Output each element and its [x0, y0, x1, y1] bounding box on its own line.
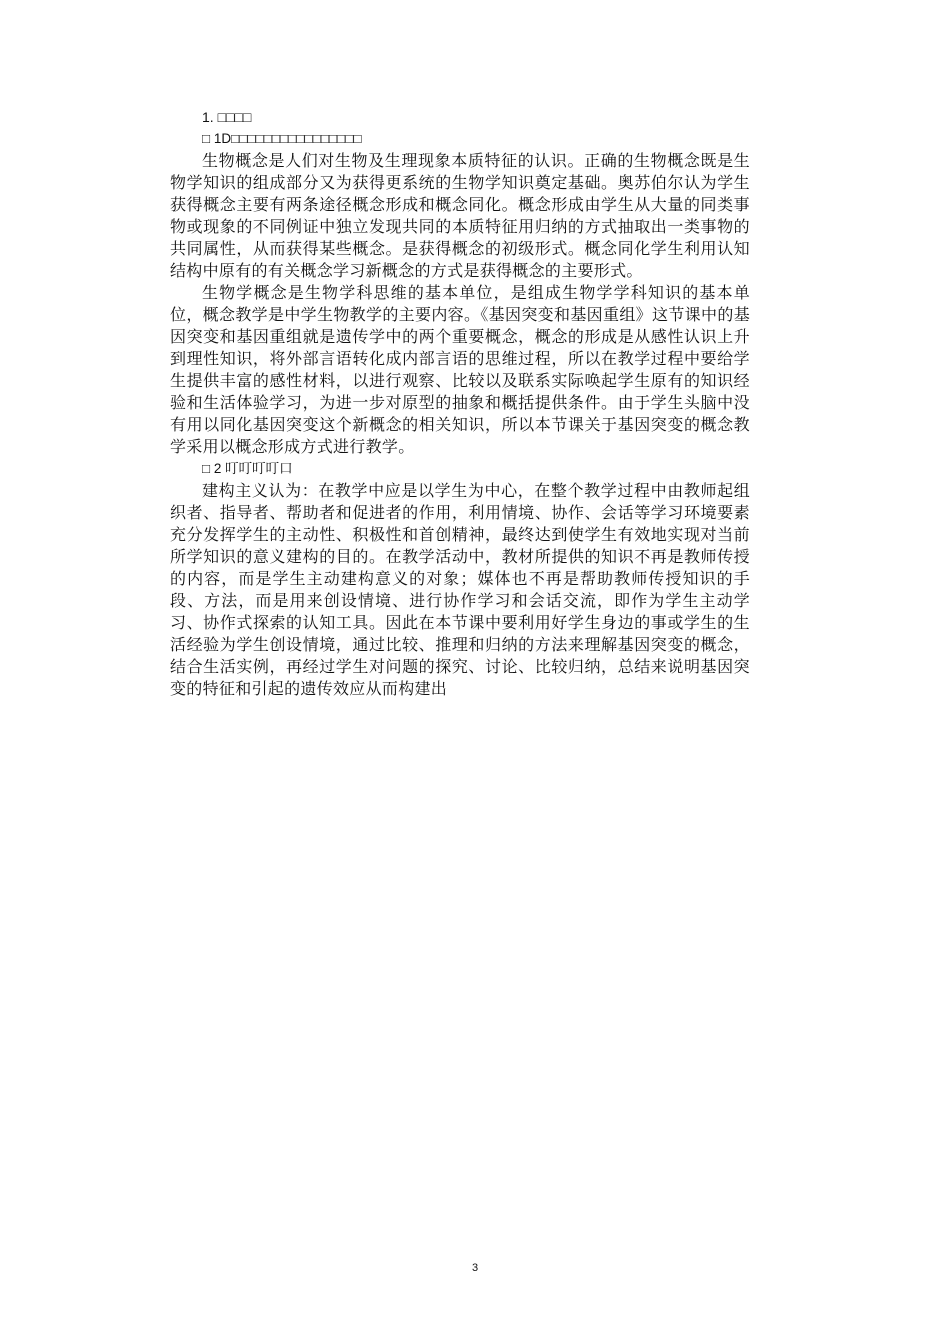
body-paragraph: 生物概念是人们对生物及生理现象本质特征的认识。正确的生物概念既是生物学知识的组成部分又为获得更系统的生物学知识奠定基础。奥苏伯尔认为学生获得概念主要有两条途径概念形成和概念同化。概念形成由学生从大量的同类事物或现象的不同例证中独立发现共同的本质特征用归纳的方式抽取出一类事物的共同属性，从而获得某些概念。是获得概念的初级形式。概念同化学生利用认知结构中原有的有关概念学习新概念的方式是获得概念的主要形式。 — [170, 151, 750, 280]
section-heading: 1. □□□□ — [202, 109, 252, 125]
document-body — [170, 106, 750, 700]
subsection-heading: □ 1D□□□□□□□□□□□□□□□□ — [202, 131, 362, 146]
page-number: 3 — [471, 1262, 479, 1274]
body-paragraph: 建构主义认为：在教学中应是以学生为中心，在整个教学过程中由教师起组织者、指导者、帮助者和促进者的作用，利用情境、协作、会话等学习环境要素充分发挥学生的主动性、积极性和首创精神，最终达到使学生有效地实现对当前所学知识的意义建构的目的。在教学活动中，教材所提供的知识不再是教师传授的内容，而是学生主动建构意义的对象；媒体也不再是帮助教师传授知识的手段、方法，而是用来创设情境、进行协作学习和会话交流，即作为学生主动学习、协作式探索的认知工具。因此在本节课中要利用好学生身边的事或学生的生活经验为学生创设情境，通过比较、推理和归纳的方法来理解基因突变的概念，结合生活实例，再经过学生对问题的探究、讨论、比较归纳，总结来说明基因突变的特征和引起的遗传效应从而构建出 — [170, 481, 750, 698]
body-paragraph: 生物学概念是生物学科思维的基本单位，是组成生物学学科知识的基本单位，概念教学是中学生物教学的主要内容。《基因突变和基因重组》这节课中的基因突变和基因重组就是遗传学中的两个重要概念，概念的形成是从感性认识上升到理性知识，将外部言语转化成内部言语的思维过程，所以在教学过程中要给学生提供丰富的感性材料，以进行观察、比较以及联系实际唤起学生原有的知识经验和生活体验学习，为进一步对原型的抽象和概括提供条件。由于学生头脑中没有用以同化基因突变这个新概念的相关知识，所以本节课关于基因突变的概念教学采用以概念形成方式进行教学。 — [170, 283, 750, 456]
subsection-heading: □ 2 叮叮叮叮口 — [202, 461, 293, 476]
